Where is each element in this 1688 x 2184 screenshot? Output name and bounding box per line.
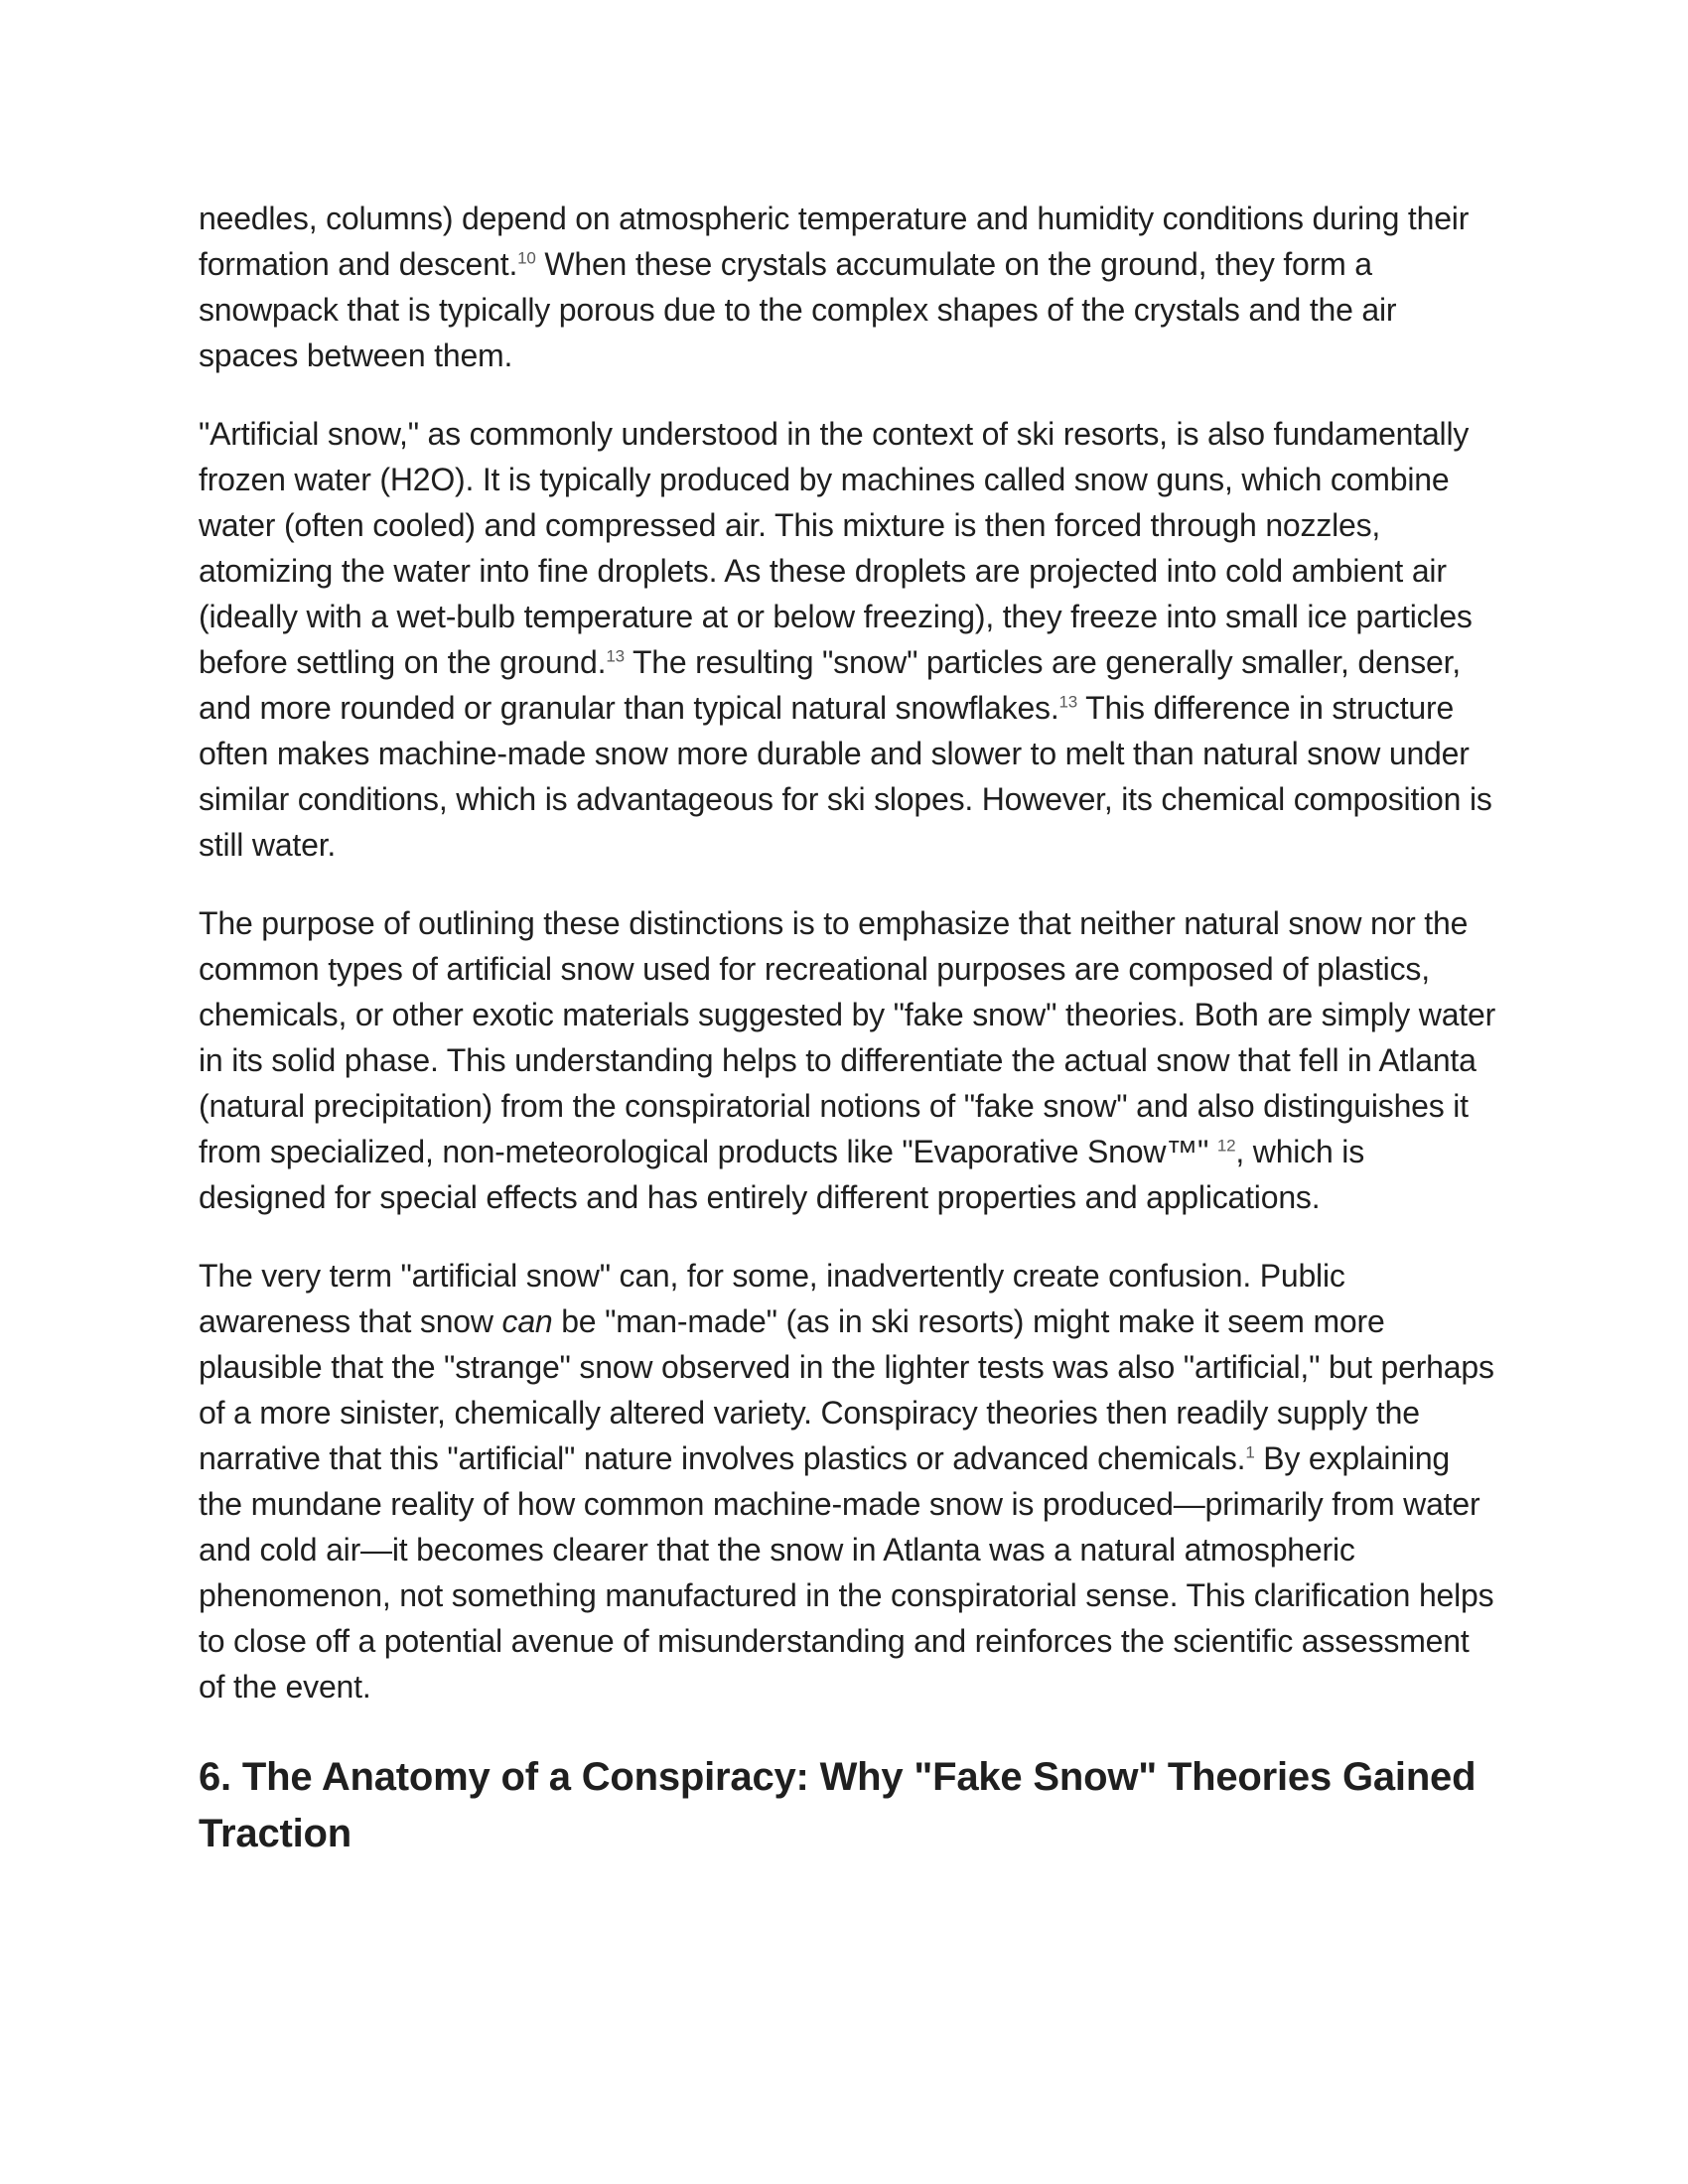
emphasized-text: can — [501, 1303, 553, 1339]
paragraph-text: By explaining the mundane reality of how common machine-made snow is produced—primarily from water and cold air—it becomes clearer that the snow in Atlanta was a natural atmospheric phenomenon, not something manufactured in the conspiratorial sense. This clarification helps to close off a potential avenue of misunderstanding and reinforces the scientific assessment of the event. — [199, 1440, 1494, 1705]
footnote-reference[interactable]: 12 — [1216, 1136, 1236, 1156]
paragraph-artificial-snow — [199, 411, 1499, 868]
section-heading: 6. The Anatomy of a Conspiracy: Why "Fake Snow" Theories Gained Traction — [199, 1755, 1477, 1855]
paragraph-text: needles, columns) depend on atmospheric temperature and humidity conditions during their formation and descent. — [199, 201, 1470, 282]
paragraph-text: This difference in structure often makes machine-made snow more durable and slower to melt than natural snow under similar conditions, which is advantageous for ski slopes. However, its chemical composition is still water. — [199, 690, 1492, 863]
paragraph-distinctions — [199, 900, 1499, 1220]
paragraph-text: , which is designed for special effects and has entirely different properties and applications. — [199, 1134, 1365, 1215]
footnote-reference[interactable]: 13 — [1058, 692, 1078, 712]
paragraph-text: The very term "artificial snow" can, for some, inadvertently create confusion. Public awareness that snow — [199, 1258, 1345, 1339]
footnote-reference[interactable]: 1 — [1245, 1442, 1255, 1462]
footnote-reference[interactable]: 10 — [517, 248, 536, 268]
paragraph-text: be "man-made" (as in ski resorts) might make it seem more plausible that the "strange" snow observed in the lighter tests was also "artificial," but perhaps of a more sinister, chemically altered variety. Conspiracy theories then readily supply the narrative that this "artificial" nature involves plastics or advanced chemicals. — [199, 1303, 1494, 1476]
document-page — [199, 196, 1499, 1862]
paragraph-text: The resulting "snow" particles are generally smaller, denser, and more rounded or granular than typical natural snowflakes. — [199, 644, 1461, 726]
paragraph-text: The purpose of outlining these distinctions is to emphasize that neither natural snow nor the common types of artificial snow used for recreational purposes are composed of plastics, chemicals, or other exotic materials suggested by "fake snow" theories. Both are simply water in its solid phase. This understanding helps to differentiate the actual snow that fell in Atlanta (natural precipitation) from the conspiratorial notions of "fake snow" and also distinguishes it from specialized, non-meteorological products like "Evaporative Snow™" — [199, 905, 1496, 1169]
paragraph-crystal-formation — [199, 196, 1499, 378]
paragraph-term-confusion — [199, 1253, 1499, 1709]
footnote-reference[interactable]: 13 — [606, 646, 625, 666]
paragraph-text: "Artificial snow," as commonly understood in the context of ski resorts, is also fundamentally frozen water (H2O). It is typically produced by machines called snow guns, which combine water (often cooled) and compressed air. This mixture is then forced through nozzles, atomizing the water into fine droplets. As these droplets are projected into cold ambient air (ideally with a wet-bulb temperature at or below freezing), they freeze into small ice particles before settling on the ground. — [199, 416, 1473, 680]
paragraph-text: When these crystals accumulate on the ground, they form a snowpack that is typically porous due to the complex shapes of the crystals and the air spaces between them. — [199, 246, 1397, 373]
